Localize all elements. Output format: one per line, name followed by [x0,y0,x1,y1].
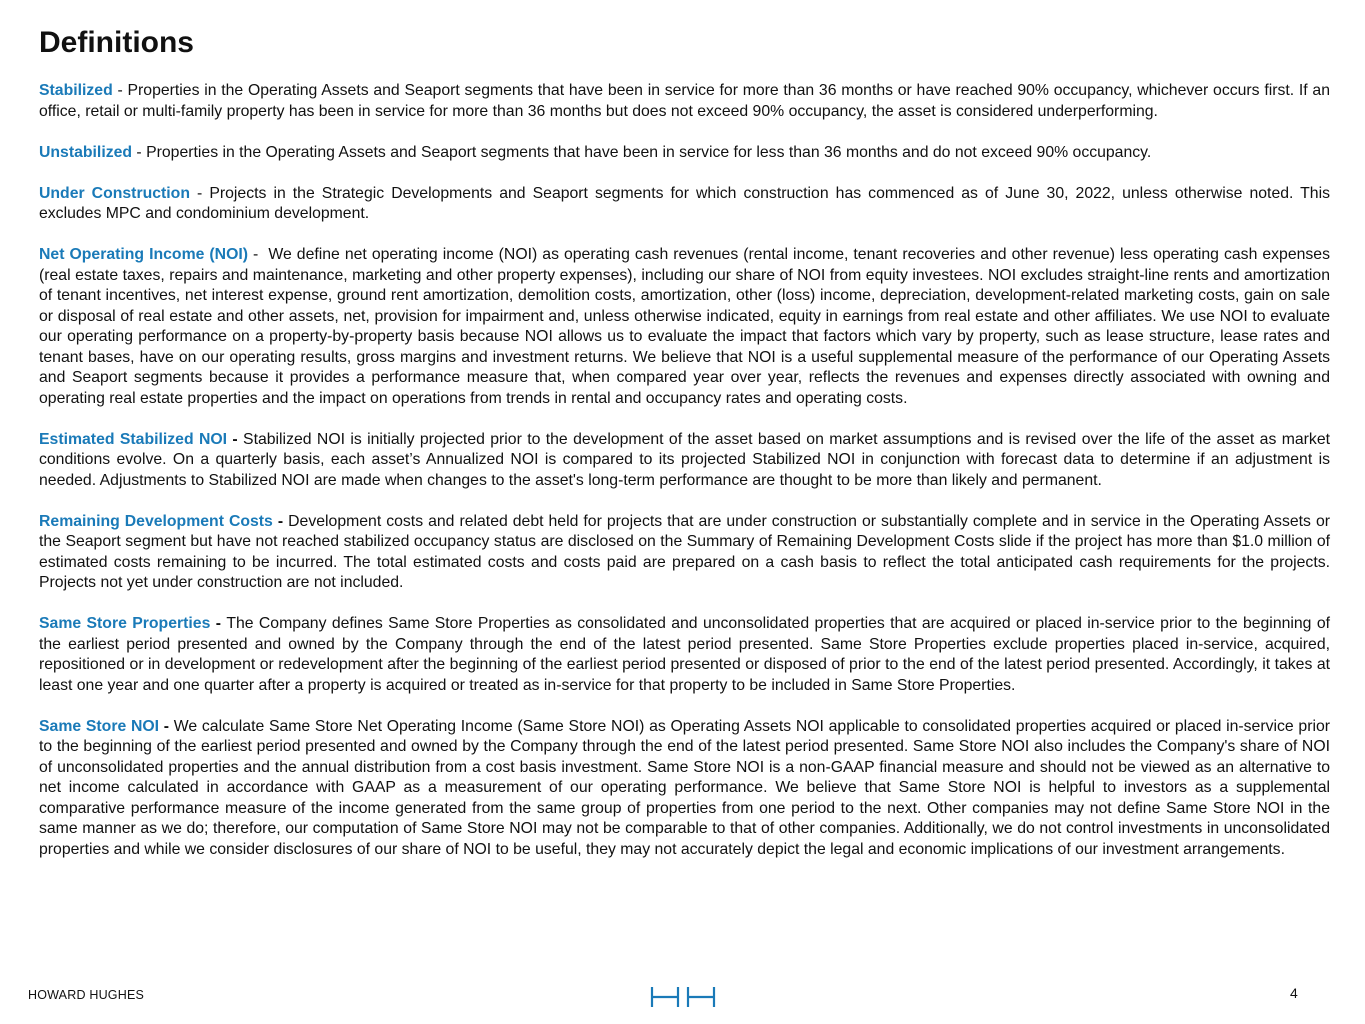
definition-text: Development costs and related debt held for projects that are under construction or substantially complete and in service in the Operating Assets or the Seaport segment but have not reached stabilized occupancy status are disclosed on the Summary of Remaining Development Costs slide if the project has more than $1.0 million of estimated costs remaining to be incurred. The total estimated costs and costs paid are prepared on a cash basis to reflect the total anticipated cash requirements for the projects. Projects not yet under construction are not included. [39,512,1330,591]
definition-separator: - [159,717,174,735]
definition-term: Stabilized [39,82,113,99]
definition-text: Stabilized NOI is initially projected prior to the development of the asset based on market assumptions and is revised over the life of the asset as market conditions evolve. On a quarterly basis, each asset’s Annualized NOI is compared to its projected Stabilized NOI in conjunction with forecast data to determine if an adjustment is needed. Adjustments to Stabilized NOI are made when changes to the asset's long-term performance are thought to be more than likely and permanent. [39,430,1330,489]
definition-text: We define net operating income (NOI) as operating cash revenues (rental income, tenant recoveries and other revenue) less operating cash expenses (real estate taxes, repairs and maintenance, marketing and other property expenses), including our share of NOI from equity investees. NOI excludes straight-line rents and amortization of tenant incentives, net interest expense, ground rent amortization, demolition costs, amortization, other (loss) income, depreciation, development-related marketing costs, gain on sale or disposal of real estate and other assets, net, provision for impairment and, unless otherwise indicated, equity in earnings from real estate and other affiliates. We use NOI to evaluate our operating performance on a property-by-property basis because NOI allows us to evaluate the impact that factors which vary by property, such as lease structure, lease rates and tenant bases, have on our operating results, gross margins and investment returns. We believe that NOI is a useful supplemental measure of the performance of our Operating Assets and Seaport segments because it provides a performance measure that, when compared year over year, reflects the revenues and expenses directly associated with owning and operating real estate properties and the impact on operations from trends in rental and occupancy rates and operating costs. [39,246,1330,407]
hh-logo-icon [650,985,716,1009]
definition-noi [39,245,1330,409]
definition-under-construction [39,184,1330,225]
hh-logo-strokes [652,987,714,1007]
definition-separator: - [132,143,147,161]
definition-separator: - [248,246,269,263]
definition-separator: - [272,512,289,530]
definition-term: Estimated Stabilized NOI [39,430,228,448]
definition-text: Projects in the Strategic Developments and Seaport segments for which construction has commenced as of June 30, 2022, unless otherwise noted. This excludes MPC and condominium development. [39,184,1331,222]
footer-brand: HOWARD HUGHES [28,988,145,1002]
definition-separator: - [210,615,227,632]
definitions-list [39,81,1330,881]
definition-estimated-stabilized-noi [39,430,1330,492]
definition-term: Remaining Development Costs [39,512,273,530]
definition-separator: - [189,184,210,202]
definition-text: The Company defines Same Store Properties as consolidated and unconsolidated properties that are acquired or placed in-service prior to the beginning of the earliest period presented and owned by the Company through the end of the latest period presented. Same Store Properties exclude properties placed in-service, acquired, repositioned or in development or redevelopment after the beginning of the earliest period presented or disposed of prior to the end of the latest period presented. Accordingly, it takes at least one year and one quarter after a property is acquired or treated as in-service for that property to be included in Same Store Properties. [39,615,1330,694]
definition-term: Under Construction [39,184,190,202]
definition-same-store-properties [39,614,1330,696]
definition-term: Same Store NOI [39,717,160,735]
definition-text: We calculate Same Store Net Operating Income (Same Store NOI) as Operating Assets NOI applicable to consolidated properties acquired or placed in-service prior to the beginning of the earliest period presented and owned by the Company through the end of the latest period presented. Same Store NOI also includes the Company's share of NOI of unconsolidated properties and the annual distribution from a cost basis investment. Same Store NOI is a non-GAAP financial measure and should not be viewed as an alternative to net income calculated in accordance with GAAP as a measurement of our operating performance. We believe that Same Store NOI is helpful to investors as a supplemental comparative performance measure of the income generated from the same group of properties from one period to the next. Other companies may not define Same Store NOI in the same manner as we do; therefore, our computation of Same Store NOI may not be comparable to that of other companies. Additionally, we do not control investments in unconsolidated properties and while we consider disclosures of our share of NOI to be useful, they may not accurately depict the legal and economic implications of our investment arrangements. [39,717,1331,858]
definition-stabilized [39,81,1330,122]
definition-text: Properties in the Operating Assets and Seaport segments that have been in service for less than 36 months and do not exceed 90% occupancy. [146,143,1152,161]
definition-same-store-noi [39,717,1330,861]
definition-separator: - [112,82,128,99]
definition-remaining-development-costs [39,512,1330,594]
definition-text: Properties in the Operating Assets and Seaport segments that have been in service for more than 36 months or have reached 90% occupancy, whichever occurs first. If an office, retail or multi-family property has been in service for more than 36 months but does not exceed 90% occupancy, the asset is considered underperforming. [39,82,1330,120]
definition-unstabilized [39,143,1330,164]
page-title: Definitions [39,26,194,59]
definition-separator: - [227,430,244,448]
definition-term: Net Operating Income (NOI) [39,246,249,263]
page-number: 4 [1290,985,1298,1001]
definition-term: Same Store Properties [39,615,211,632]
definition-term: Unstabilized [39,143,133,161]
